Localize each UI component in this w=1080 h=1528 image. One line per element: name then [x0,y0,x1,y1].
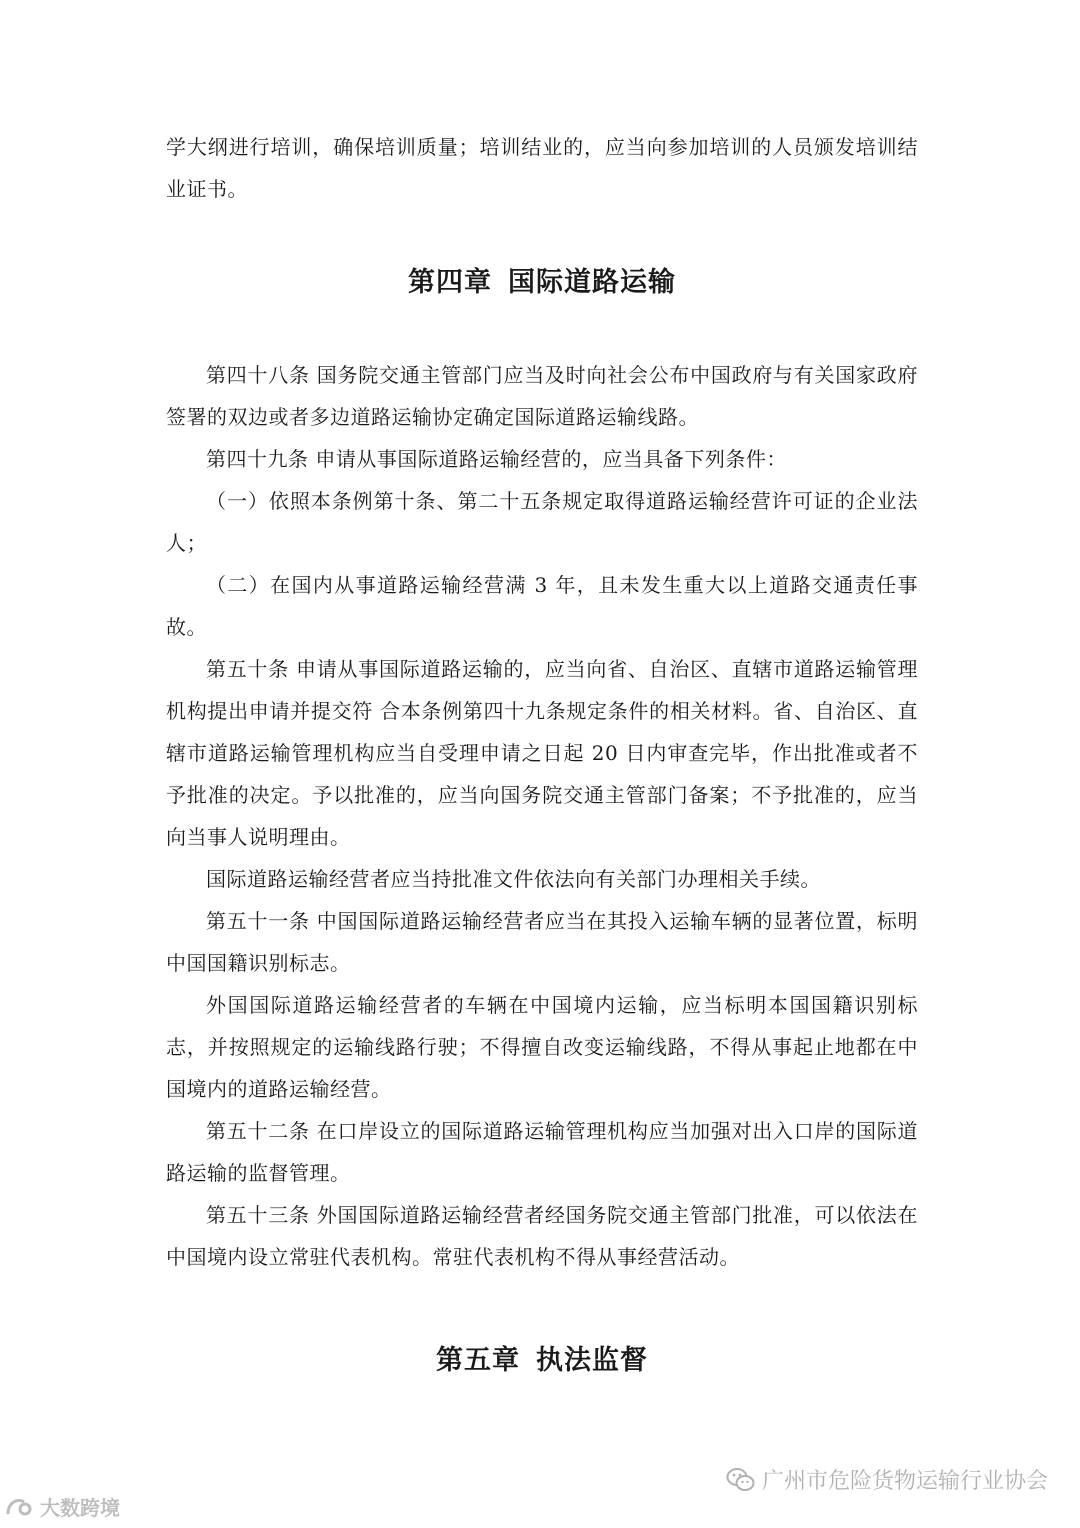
article-53: 第五十三条 外国国际道路运输经营者经国务院交通主管部门批准，可以依法在中国境内设立常驻代表机构。常驻代表机构不得从事经营活动。 [166,1203,918,1269]
article-52: 第五十二条 在口岸设立的国际道路运输管理机构应当加强对出入口岸的国际道路运输的监督管理。 [166,1119,918,1185]
article-50: 第五十条 申请从事国际道路运输的，应当向省、自治区、直辖市道路运输管理机构提出申请并提交符 合本条例第四十九条规定条件的相关材料。省、自治区、直辖市道路运输管理机构应当自受理申请之日起 20 日内审查完毕，作出批准或者不予批准的决定。予以批准的，应当向国务院交通主管部门备案；不予批准的，应当向当事人说明理由。 [166,657,918,849]
article-50-para-2: 国际道路运输经营者应当持批准文件依法向有关部门办理相关手续。 [206,867,821,891]
chapter-5-heading [166,1338,918,1377]
article-51-para-2: 外国国际道路运输经营者的车辆在中国境内运输，应当标明本国国籍识别标志，并按照规定的运输线路行驶；不得擅自改变运输线路，不得从事起止地都在中国境内的道路运输经营。 [166,993,918,1101]
watermark-right-text: 广州市危险货物运输行业协会 [761,1469,1048,1494]
paragraph: 学大纲进行培训，确保培训质量；培训结业的，应当向参加培训的人员颁发培训结业证书。 [166,135,918,201]
chapter-4-label: 第四章 [408,267,492,298]
logo-icon [4,1494,34,1520]
watermark-left [4,1492,120,1521]
wechat-icon [726,1467,756,1493]
article-49: 第四十九条 申请从事国际道路运输经营的，应当具备下列条件： [206,447,787,471]
article-51: 第五十一条 中国国际道路运输经营者应当在其投入运输车辆的显著位置，标明中国国籍识别标志。 [166,909,918,975]
chapter-4-heading [166,260,918,299]
article-48: 第四十八条 国务院交通主管部门应当及时向社会公布中国政府与有关国家政府签署的双边或者多边道路运输协定确定国际道路运输线路。 [166,363,918,429]
chapter-5-title: 执法监督 [536,1345,648,1376]
watermark-left-text: 大数跨境 [40,1496,120,1520]
chapter-5-label: 第五章 [436,1345,520,1376]
document-page [166,126,918,1377]
article-49-item-1: （一）依照本条例第十条、第二十五条规定取得道路运输经营许可证的企业法人； [166,489,918,555]
chapter-4-title: 国际道路运输 [508,267,676,298]
article-49-item-2: （二）在国内从事道路运输经营满 3 年，且未发生重大以上道路交通责任事故。 [166,573,918,639]
watermark-right [726,1464,1048,1495]
